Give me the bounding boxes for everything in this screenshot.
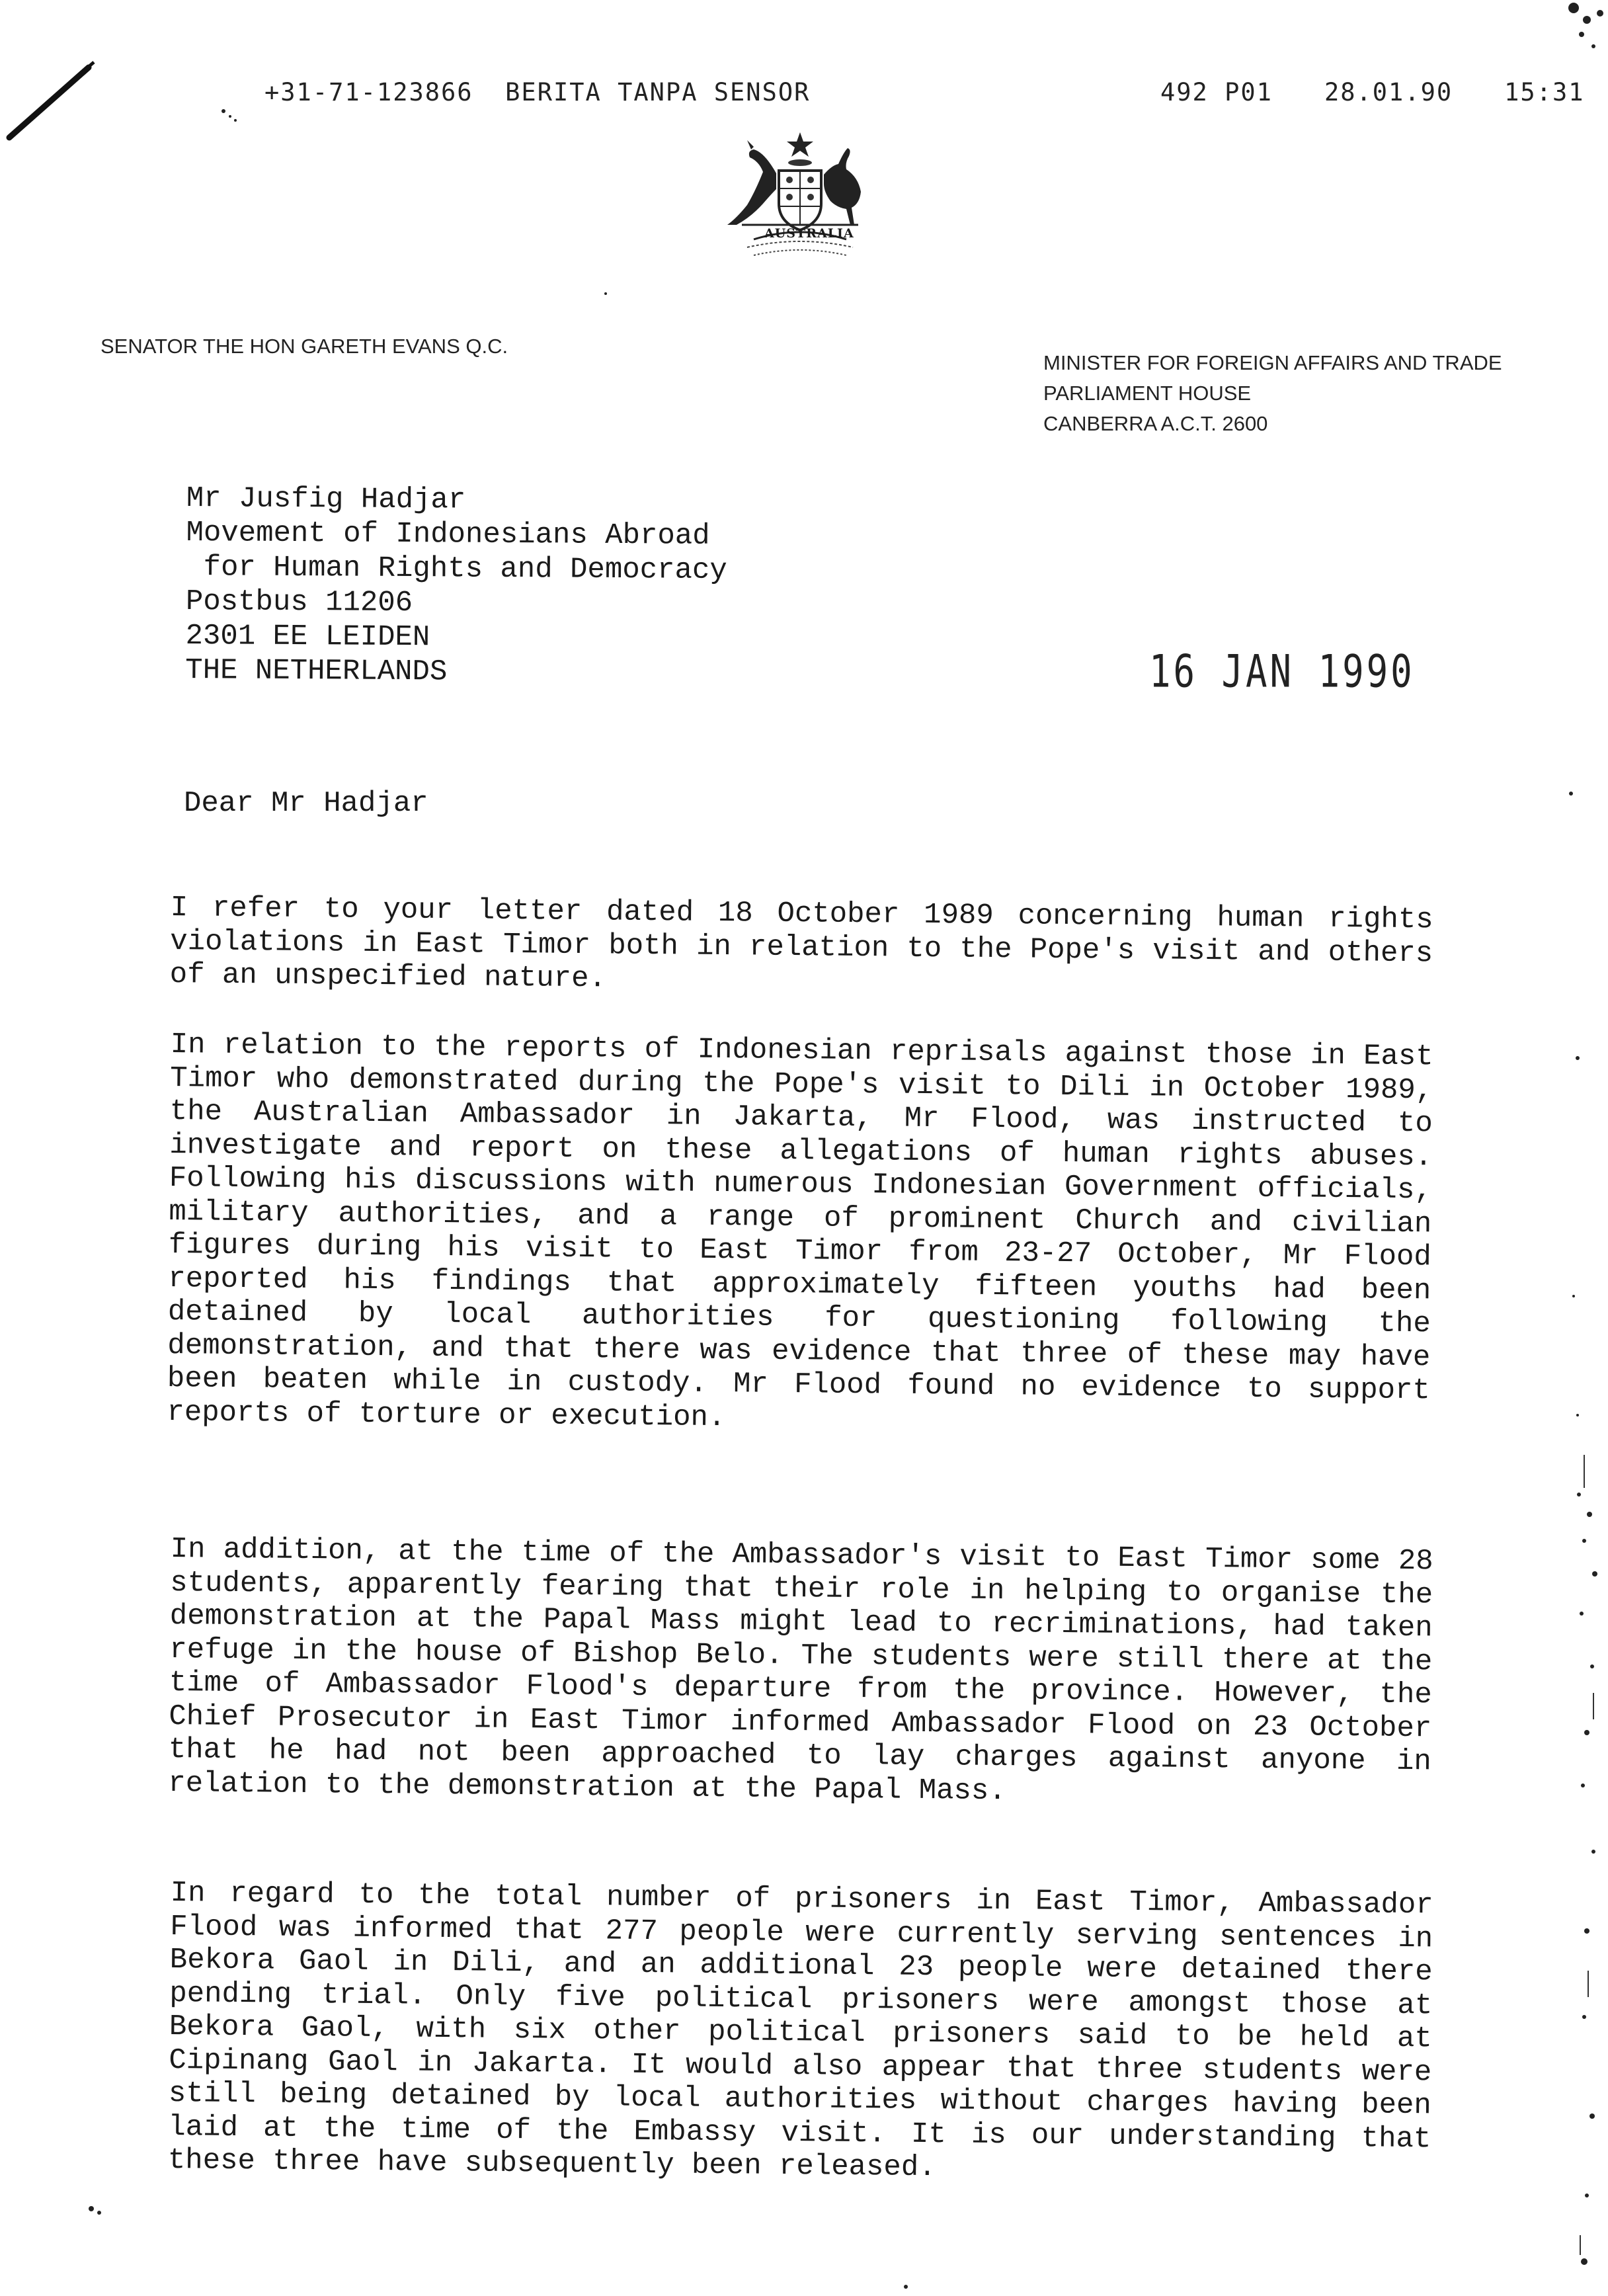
fax-date: 28.01.90 bbox=[1324, 78, 1453, 106]
fax-meta bbox=[1160, 78, 1585, 106]
recipient-postbus: Postbus 11206 bbox=[185, 585, 413, 620]
recipient-org-line-2: for Human Rights and Democracy bbox=[186, 550, 727, 587]
coat-of-arms-label: AUSTRALIA bbox=[764, 226, 854, 241]
fax-sender bbox=[264, 78, 810, 106]
recipient-org-line-1: Movement of Indonesians Abroad bbox=[186, 516, 710, 553]
office-building: PARLIAMENT HOUSE bbox=[1043, 382, 1252, 405]
coat-of-arms-icon bbox=[707, 126, 893, 271]
fax-page-code: 492 P01 bbox=[1160, 78, 1273, 106]
body-paragraph-3: In addition, at the time of the Ambassador's visit to East Timor some 28 students, apparently fearing that their role in helping to organise the demonstration at the Papal Mass might lead to recriminations, had taken refuge in the house of Bishop Belo. The students were still there at the time of Ambassador Flood's departure from the province. However, the Chief Prosecutor in East Timor informed Ambassador Flood on 23 October that he had not been approached to lay charges against anyone in relation to the demonstration at the Papal Mass. bbox=[168, 1533, 1433, 1808]
office-block bbox=[1043, 348, 1502, 439]
coat-of-arms bbox=[707, 126, 893, 271]
salutation: Dear Mr Hadjar bbox=[184, 787, 428, 820]
body-paragraph-4: In regard to the total number of prisoners in East Timor, Ambassador Flood was informed that 277 people were currently serving sentences in Bekora Gaol in Dili, and an additional 23 people were detained there pending trial. Only five political prisoners were amongst those at Bekora Gaol, with six other political prisoners said to be held at Cipinang Gaol in Jakarta. It would also appear that three students were still being detained by local authorities without charges having been laid at the time of the Embassy visit. It is our understanding that these three have subsequently been released. bbox=[167, 1877, 1433, 2185]
recipient-name: Mr Jusfig Hadjar bbox=[186, 482, 466, 517]
office-title: MINISTER FOR FOREIGN AFFAIRS AND TRADE bbox=[1043, 351, 1502, 374]
fax-header bbox=[0, 78, 1608, 118]
fax-sender-number: +31-71-123866 bbox=[264, 78, 473, 106]
date-stamp: 16 JAN 1990 bbox=[1149, 645, 1415, 698]
office-city: CANBERRA A.C.T. 2600 bbox=[1043, 412, 1268, 435]
sender-name: SENATOR THE HON GARETH EVANS Q.C. bbox=[100, 335, 508, 358]
recipient-country: THE NETHERLANDS bbox=[185, 653, 448, 689]
pen-mark bbox=[0, 53, 106, 145]
body-paragraph-1: I refer to your letter dated 18 October 1989 concerning human rights violations in East Timor both in relation to the Pope's visit and others of an unspecified nature. bbox=[169, 891, 1433, 996]
recipient-address bbox=[185, 481, 727, 691]
fax-time: 15:31 bbox=[1504, 78, 1585, 106]
body-paragraph-2: In relation to the reports of Indonesian reprisals against those in East Timor who demonstrated during the Pope's visit to Dili in October 1989, the Australian Ambassador in Jakarta, Mr Flood, was instructed to investigate and report on these allegations of human rights abuses. Following his discussions with numerous Indonesian Government officials, military authorities, and a range of prominent Church and civilian figures during his visit to East Timor from 23-27 October, Mr Flood reported his findings that approximately fifteen youths had been detained by local authorities for questioning following the demonstration, and that there was evidence that three of these may have been beaten while in custody. Mr Flood found no evidence to support reports of torture or execution. bbox=[167, 1028, 1433, 1434]
fax-sender-name: BERITA TANPA SENSOR bbox=[505, 78, 811, 106]
recipient-postal-city: 2301 EE LEIDEN bbox=[185, 619, 430, 655]
